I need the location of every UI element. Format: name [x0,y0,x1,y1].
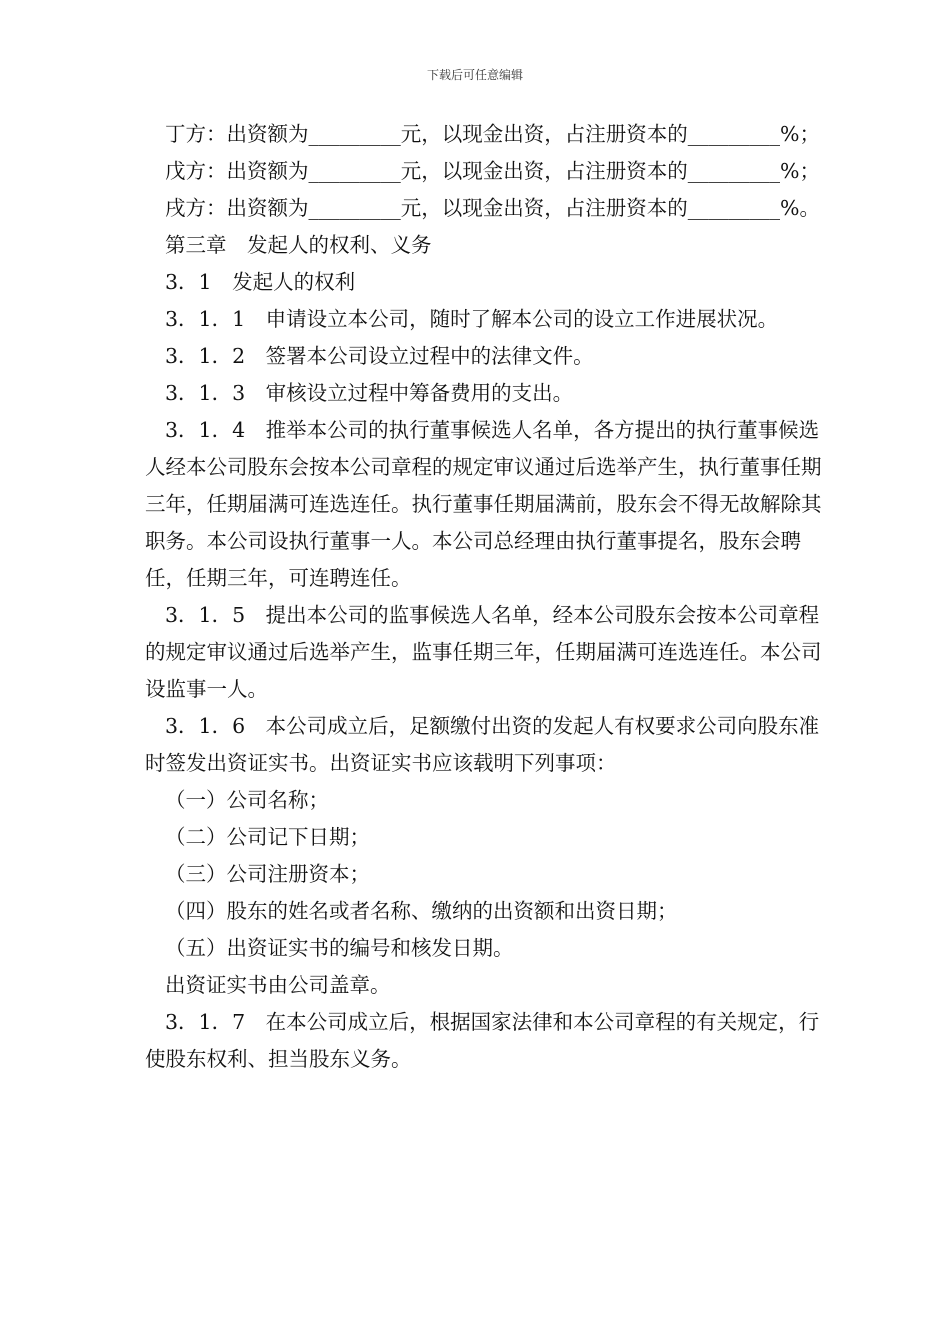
clause-3-1-7: 3．1．7 在本公司成立后，根据国家法律和本公司章程的有关规定，行使股东权利、担当股东义务。 [145,1010,820,1071]
clause-3-1-3: 3．1．3 审核设立过程中筹备费用的支出。 [165,381,574,405]
list-item-2: （二）公司记下日期； [165,825,370,849]
document-body [145,116,825,1078]
clause-3-1-1: 3．1．1 申请设立本公司，随时了解本公司的设立工作进展状况。 [165,307,779,331]
clause-3-1-6: 3．1．6 本公司成立后，足额缴付出资的发起人有权要求公司向股东准时签发出资证实书。出资证实书应该载明下列事项： [145,714,820,775]
page-header: 下载后可任意编辑 [426,68,523,82]
chapter-heading: 第三章 发起人的权利、义务 [165,233,432,257]
section-heading: 3．1 发起人的权利 [165,270,356,294]
paragraph-ding: 丁方：出资额为_________元，以现金出资，占注册资本的_________%； [165,122,820,146]
clause-3-1-4: 3．1．4 推举本公司的执行董事候选人名单，各方提出的执行董事候选人经本公司股东会按本公司章程的规定审议通过后选举产生，执行董事任期三年，任期届满可连选连任。执行董事任期届满前，股东会不得无故解除其职务。本公司设执行董事一人。本公司总经理由执行董事提名，股东会聘任，任期三年，可连聘连任。 [145,418,822,590]
paragraph-wu: 戊方：出资额为_________元，以现金出资，占注册资本的_________%； [165,159,820,183]
list-item-5: （五）出资证实书的编号和核发日期。 [165,936,514,960]
list-item-1: （一）公司名称； [165,788,329,812]
list-item-3: （三）公司注册资本； [165,862,370,886]
list-item-4: （四）股东的姓名或者名称、缴纳的出资额和出资日期； [165,899,678,923]
clause-3-1-2: 3．1．2 签署本公司设立过程中的法律文件。 [165,344,594,368]
clause-3-1-5: 3．1．5 提出本公司的监事候选人名单，经本公司股东会按本公司章程的规定审议通过后选举产生，监事任期三年，任期届满可连选连任。本公司设监事一人。 [145,603,822,701]
paragraph-xu: 戌方：出资额为_________元，以现金出资，占注册资本的_________%。 [165,196,820,220]
seal-note: 出资证实书由公司盖章。 [165,973,391,997]
